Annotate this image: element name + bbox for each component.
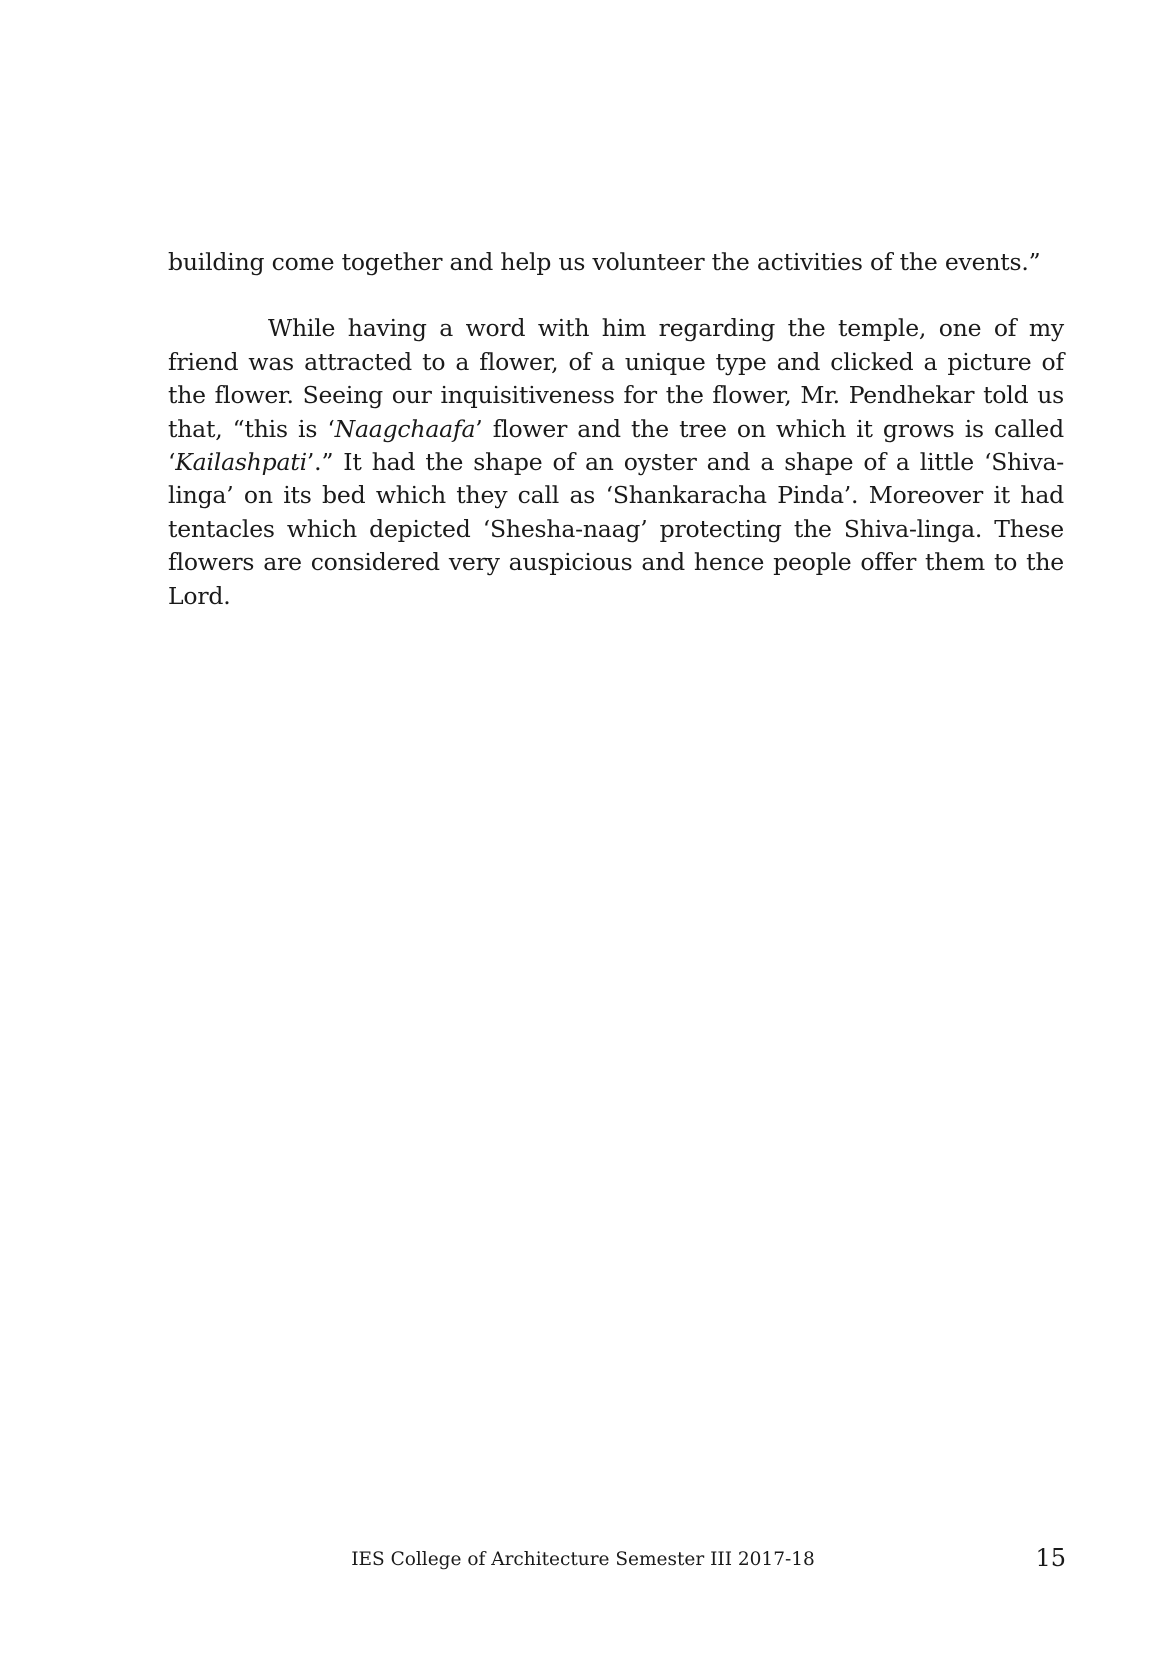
page-footer: IES College of Architecture Semester III 2017-18 bbox=[351, 1549, 815, 1570]
page-number: 15 bbox=[1035, 1544, 1066, 1572]
paragraph-continuation: building come together and help us volunteer the activities of the events.” bbox=[168, 248, 1041, 276]
body-text bbox=[168, 246, 1064, 613]
paragraph-flower-text-3: ’.” It had the shape of an oyster and a shape of a little ‘Shiva-linga’ on its bed which they call as ‘Shankaracha Pinda’. Moreover it had tentacles which depicted ‘Shesha-naag’ protecting the Shiva-linga. These flowers are considered very auspicious and hence people offer them to the Lord. bbox=[168, 448, 1064, 610]
paragraph-flower-text-1: While having a word with him regarding the temple, one of my friend was attracted to a flower, of a unique type and clicked a picture of the flower. Seeing our inquisitiveness for the flower, Mr. Pendhekar told us that, “this is ‘ bbox=[168, 314, 1064, 443]
paragraph-flower-text-2: ’ flower and the tree on which it grows is called ‘ bbox=[168, 414, 1064, 477]
term-kailashpati: Kailashpati bbox=[175, 448, 307, 477]
paragraph-flower bbox=[168, 312, 1064, 613]
term-naagchaafa: Naagchaafa bbox=[334, 414, 476, 443]
